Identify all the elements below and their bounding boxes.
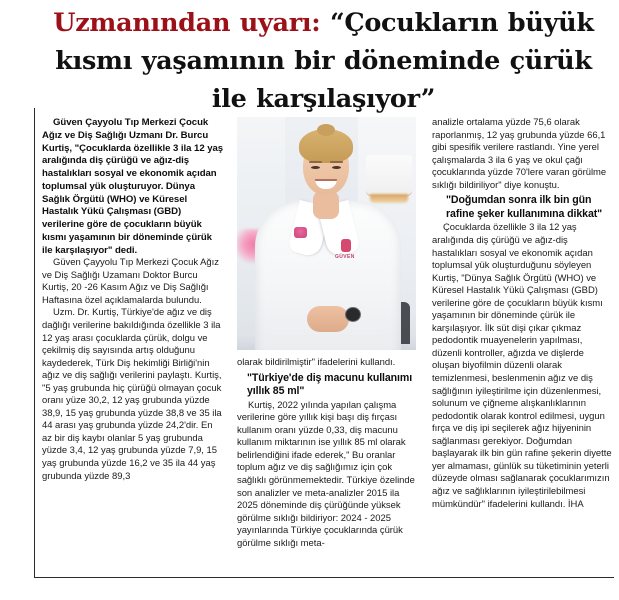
headline-block — [36, 0, 611, 118]
body-paragraph: Uzm. Dr. Kurtiş, Türkiye'de ağız ve diş dağlığı verilerine bakıldığında özellikle 3 ila 12 yaş arası çocuklarda çürük, dolgu ve çekilmiş diş sayısında artış olduğunu kaydederek, Türk Diş hekimliği Birliği'nin ağız ve diş sağlığı verilerini paylaştı. Kurtiş, "5 yaş grubunda hiç çürüğü olmayan çocuk oranı yüze 30,2, 12 yaş grubunda yüzde 38,9, 15 yaş grubunda yüzde 38,8 ve 35 ila 44 arası yaş grubunda yüzde 24,2'dir. En az bir diş kaybı olanlar 5 yaş grubunda yüzde 3,4, 12 yaş grubunda yüzde 7,9, 15 yaş grubunda yüzde 16,2 ve 35 ila 44 yaş grubunda yüzde 89,3 — [42, 307, 222, 482]
body-paragraph: olarak bildirilmiştir" ifadelerini kullandı. — [237, 357, 396, 368]
wristwatch-icon — [345, 307, 361, 322]
body-paragraph: Güven Çayyolu Tıp Merkezi Çocuk Ağız ve Diş Sağlığı Uzamanı Doktor Burcu Kurtiş, 20 -26 Kasım Ağız ve Diş Sağlığı Haftasına özel açıklamalarda bulundu. — [42, 257, 219, 306]
clinic-logo-text: GÜVEN — [335, 254, 355, 260]
column-1 — [42, 117, 224, 483]
lamp-glow — [370, 194, 408, 203]
lamp-shade — [366, 155, 412, 195]
eye-right — [332, 166, 341, 169]
column-3 — [432, 117, 614, 511]
lapel-pin-icon — [294, 227, 307, 238]
doctor-portrait-photo — [237, 117, 416, 350]
headline-black-segment: “Çocukların büyük kısmı yaşamının bir döneminde çürük ile karşılaşıyor” — [55, 8, 594, 114]
hair-bun — [317, 124, 335, 136]
body-paragraph: Kurtiş, 2022 yılında yapılan çalışma verilerine göre yıllık kişi başı diş fırçası kullanım oranı yüzde 0,33, diş macunu kullanım miktarının ise yıllık 85 ml olarak belirlendiğini ifade ederek," Bu oranlar toplum ağız ve diş sağlığımız için çok sağlıklı görünmemektedir. Türkiye özelinde son analizler ve meta-analizler 2015 ila 2025 döneminde diş çürüğünde yüksek görülme sıklığı bildiriyor: 2024 - 2025 yayınlarında Türkiye çocuklarında çürük görülme sıklığı meta- — [237, 399, 415, 549]
body-paragraph: analizle ortalama yüzde 75,6 olarak raporlanmış, 12 yaş grubunda yüzde 66,1 gibi spesifik verilere rastlandı. Yine yerel çalışmalarda 3 ila 6 yaş ve okul çağı çocuklarında yüzde 70'lere varan görülme sıklığı bildiriliyor" diye konuştu. — [432, 117, 607, 191]
neck — [313, 191, 339, 219]
column-2 — [237, 117, 419, 550]
body-paragraph: Çocuklarda özellikle 3 ila 12 yaş aralığında diş çürüğü ve ağız-diş hastalıkları sosyal ve ekonomik açıdan toplumsal yük oluşturduğunu söyleyen Kurtiş, "Dünya Sağlık Örgütü (WHO) ve Küresel Hastalık Yükü Çalışması (GBD) verilerine göre de çocukların büyük kısmı yaşamının bir döneminde çürük ile karşılaşıyor. İlk süt dişi çıkar çıkmaz pedodontik muayenelerin yapılması, düzenli kontroller, ağızda ve dişlerde oluşan biyofilmin düzenli olarak temizlenmesi, beslenmenin ağız ve diş sağlığının iyileştirilme için düzenlenmesi, solunum ve çiğneme alışkanlıklarının pedodontik olarak kontrol edilmesi, uygun fırça ve diş ipi seçilerek ağız hijyeninin sağlanması gerekiyor. Doğumdan başlayarak ilk bin gün rafine şekerin diyette yer almaması, günlük su tüketiminin yeterli düzeyde olması sağlanarak çocuklarımızın ağız ve sağlıklarının iyileştirilebilmesi mümkündür" ifadelerini kullandı. İHA — [432, 222, 612, 510]
headline-red-segment: Uzmanından uyarı: — [53, 8, 321, 38]
eye-left — [311, 166, 320, 169]
clinic-logo-icon — [341, 239, 351, 252]
page-title — [36, 0, 611, 118]
lead-paragraph: Güven Çayyolu Tıp Merkezi Çocuk Ağız ve Diş Sağlığı Uzmanı Dr. Burcu Kurtiş, "Çocuklarda özellikle 3 ila 12 yaş aralığında diş çürüğü ve ağız-diş hastalıkları sosyal ve ekonomik açıdan toplumsal yük oluşturuyor. Dünya Sağlık Örgütü (WHO) ve Küresel Hastalık Yükü Çalışması (GBD) verilerine göre de çocukların büyük kısmı yaşamının bir döneminde çürük ile karşılaşıyor" dedi. — [42, 117, 224, 256]
section-subheading: "Türkiye'de diş macunu kullanımı yıllık 85 ml" — [247, 371, 413, 398]
section-subheading: "Doğumdan sonra ilk bin gün rafine şeker kullanımına dikkat" — [446, 194, 603, 220]
clasped-hands — [307, 306, 349, 332]
article-columns — [42, 117, 614, 572]
